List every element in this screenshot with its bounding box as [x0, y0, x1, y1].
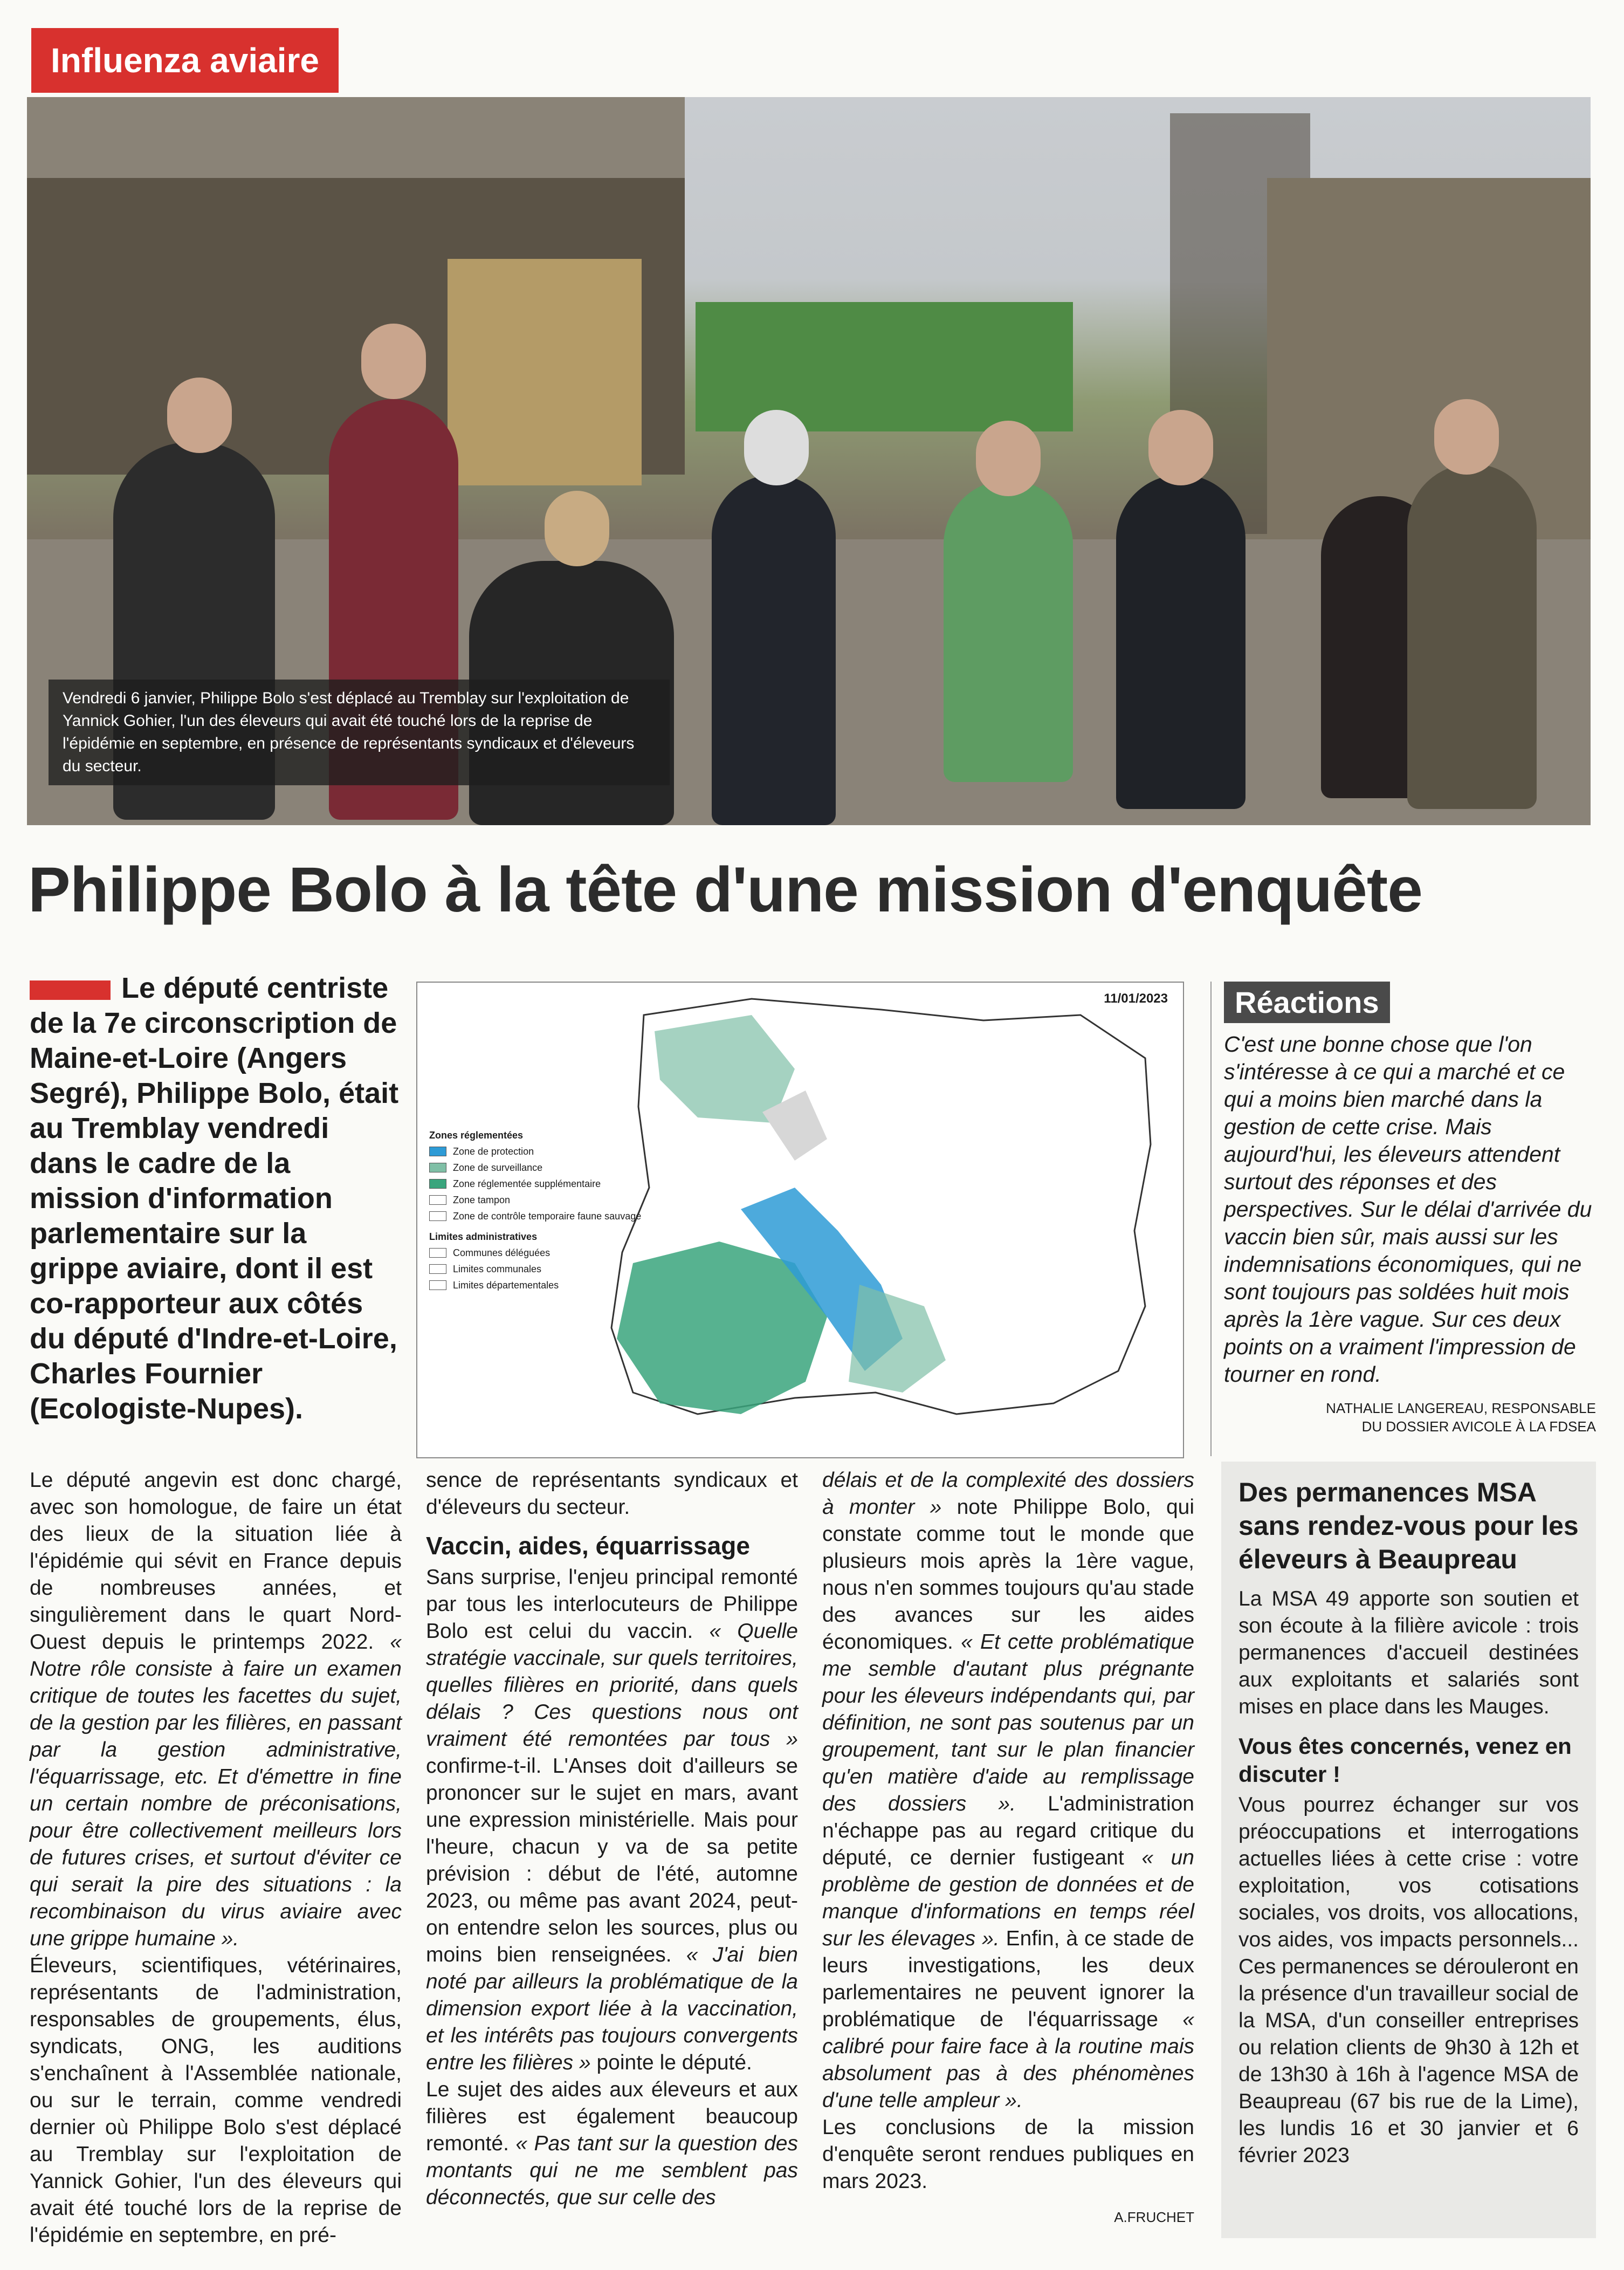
legend-item [429, 1192, 656, 1208]
quote: « Pas tant sur la question des montants qui ne me semblent pas déconnectés, que sur celle des [426, 2132, 798, 2209]
photo-barn-roof [27, 97, 685, 178]
legend-swatch [429, 1179, 446, 1189]
legend-label: Zone de protection [453, 1146, 534, 1157]
reactions-quote: C'est une bonne chose que l'on s'intéresse à ce qui a marché et ce qui a moins bien marché dans la gestion de cette crise. Mais aujourd'hui, les éleveurs attendent surtout des réponses et des perspectives. Sur le délai d'arrivée du vaccin bien sûr, mais aussi sur les indemnisations économiques, qui ne sont toujours pas soldées huit mois après la 1ère vague. Sur ces deux points on a vraiment l'impression de tourner en rond. [1224, 1032, 1592, 1387]
legend-swatch [429, 1248, 446, 1258]
avian-flu-zone-map [416, 982, 1184, 1458]
article-column-1 [30, 1467, 402, 2249]
paragraph [30, 1467, 402, 1952]
subheading: Vaccin, aides, équarrissage [426, 1532, 750, 1560]
quote: « Et cette problématique me semble d'autant plus prégnante pour les éleveurs indépendants qui, par définition, ne sont pas soutenus par un groupement, tant sur le plan financier qu'en matière d'aide au remplissage des dossiers ». [822, 1630, 1194, 1815]
quote: « Quelle stratégie vaccinale, sur quels territoires, quelles filières en priorité, dans quels délais ? Ces questions nous ont vraiment été remontées par tous » [426, 1620, 798, 1751]
legend-label: Zone de contrôle temporaire faune sauvage [453, 1211, 642, 1222]
box-paragraph: Vous pourrez échanger sur vos préoccupations et interrogations actuelles liées à cette crise : votre exploitation, vos cotisations sociales, vos droits, vos allocations, vos aides, vos impacts personnels... Ces permanences se dérouleront en la présence d'un travailleur social de la MSA, d'un conseiller entreprises ou relation clients de 9h30 à 12h et de 13h30 à 16h à l'agence MSA de Beaupreau (67 bis rue de la Lime), les lundis 16 et 30 janvier et 6 février 2023 [1238, 1793, 1579, 2167]
article-lead [30, 971, 402, 1427]
legend-swatch [429, 1147, 446, 1156]
reactions-signature-line: DU DOSSIER AVICOLE À LA FDSEA [1361, 1418, 1596, 1435]
paragraph: Éleveurs, scientifiques, vétérinaires, représentants de l'administration, responsables de groupements, élus, syndicats, ONG, les auditions s'enchaînent à l'Assemblée nationale, ou sur le terrain, comme vendredi dernier où Philippe Bolo s'est déplacé au Tremblay sur l'exploitation de Yannick Gohier, l'un des éleveurs qui avait été touché lors de la reprise de l'épidémie en septembre, en pré- [30, 1954, 402, 2247]
paragraph: Les conclusions de la mission d'enquête seront rendues publiques en mars 2023. [822, 2116, 1194, 2193]
reactions-signature [1224, 1399, 1596, 1436]
legend-label: Limites départementales [453, 1280, 559, 1291]
reactions-signature-line: NATHALIE LANGEREAU, RESPONSABLE [1326, 1400, 1596, 1416]
legend-label: Zone réglementée supplémentaire [453, 1178, 601, 1189]
photo-hay-bales [448, 259, 642, 485]
photo-head [976, 421, 1041, 496]
reactions-panel [1224, 982, 1596, 1436]
quote: « un problème de gestion de données et de manque d'informations en temps réel sur les élevages ». [822, 1846, 1194, 1950]
map-date: 11/01/2023 [1104, 991, 1168, 1006]
legend-item [429, 1143, 656, 1160]
msa-sidebar-box [1221, 1462, 1596, 2238]
legend-heading-zones: Zones réglementées [429, 1130, 524, 1141]
legend-swatch [429, 1280, 446, 1290]
quote: « Notre rôle consiste à faire un examen critique de toutes les facettes du sujet, de la gestion par les filières, en passant par la gestion administrative, l'équarrissage, etc. Et d'émettre in fine un certain nombre de préconisations, pour être collectivement meilleurs lors de futures crises, et surtout d'éviter ce qui serait la pire des situations : la recombinaison du virus aviaire avec une grippe humaine ». [30, 1630, 402, 1950]
box-paragraph: La MSA 49 apporte son soutien et son écoute à la filière avicole : trois permanences d'accueil destinées aux exploitants et salariés sont mises en place dans les Mauges. [1238, 1587, 1579, 1718]
legend-label: Zone de surveillance [453, 1162, 543, 1173]
paragraph [822, 1467, 1194, 2114]
legend-heading-limits: Limites administratives [429, 1231, 538, 1242]
photo-person [944, 480, 1073, 782]
photo-field [696, 302, 1073, 431]
legend-item [429, 1160, 656, 1176]
photo-head [167, 378, 232, 453]
photo-head [1148, 410, 1213, 485]
author-signature: A.FRUCHET [1114, 2209, 1194, 2225]
box-title: Des permanences MSA sans rendez-vous pour les éleveurs à Beaupreau [1238, 1477, 1579, 1574]
quote: délais et de la complexité des dossiers à monter » [822, 1469, 1194, 1519]
legend-swatch [429, 1264, 446, 1274]
legend-label: Communes déléguées [453, 1247, 550, 1258]
photo-person [1407, 464, 1537, 809]
legend-swatch [429, 1211, 446, 1221]
legend-item [429, 1277, 656, 1293]
quote: « calibré pour faire face à la routine mais absolument pas à des phénomènes d'une telle ampleur ». [822, 2008, 1194, 2112]
text-run: pointe le député. [596, 2051, 752, 2074]
lead-marker [30, 980, 111, 1000]
paragraph: sence de représentants syndicaux et d'éleveurs du secteur. [426, 1469, 798, 1519]
text-run: Sans surprise, l'enjeu principal remonté par tous les interlocuteurs de Philippe Bolo est celui du vaccin. [426, 1566, 798, 1643]
legend-item [429, 1245, 656, 1261]
article-column-3 [822, 1467, 1194, 2231]
text-run: note Philippe Bolo, qui constate comme tout le monde que plusieurs mois après la 1ère vague, nous n'en sommes toujours qu'au stade des avances sur les aides économiques. [822, 1496, 1194, 1654]
text-run: L'administration n'échappe pas au regard critique du député, ce dernier fustigeant [822, 1792, 1194, 1869]
photo-head [545, 491, 609, 566]
photo-caption: Vendredi 6 janvier, Philippe Bolo s'est déplacé au Tremblay sur l'exploitation de Yannick Gohier, l'un des éleveurs qui avait été touché lors de la reprise de l'épidémie en septembre, en présence de représentants syndicaux et d'éleveurs du secteur. [49, 680, 670, 785]
legend-item [429, 1176, 656, 1192]
photo-head [744, 410, 809, 485]
box-subheading: Vous êtes concernés, venez en discuter ! [1238, 1733, 1572, 1787]
legend-item [429, 1208, 656, 1224]
article-photo [27, 97, 1591, 825]
text-run: Enfin, à ce stade de leurs investigations, les deux parlementaires ne peuvent ignorer la problématique de l'équarrissage [822, 1927, 1194, 2031]
paragraph [426, 1564, 798, 2076]
text-run: confirme-t-il. L'Anses doit d'ailleurs se prononcer sur le sujet en mars, avant une expression ministérielle. Mais pour l'heure, chacun y va de sa petite prévision : début de l'été, automne 2023, ou même pas avant 2024, peut-on entendre selon les sources, plus ou moins bien renseignées. [426, 1754, 798, 1966]
paragraph [426, 2076, 798, 2211]
legend-label: Zone tampon [453, 1195, 511, 1205]
quote: « J'ai bien noté par ailleurs la problématique de la dimension export liée à la vaccination, et les intérêts pas toujours convergents entre les filières » [426, 1943, 798, 2074]
section-kicker: Influenza aviaire [31, 28, 339, 93]
text-run: Le député angevin est donc chargé, avec son homologue, de faire un état des lieux de la situation liée à l'épidémie qui sévit en France depuis de nombreuses années, et singulièrement dans le quart Nord-Ouest depuis le printemps 2022. [30, 1469, 402, 1654]
legend-item [429, 1261, 656, 1277]
map-legend [429, 1123, 656, 1293]
legend-swatch [429, 1163, 446, 1172]
article-column-2 [426, 1467, 798, 2211]
photo-person [712, 475, 836, 825]
text-run: Le sujet des aides aux éleveurs et aux filières est également beaucoup remonté. [426, 2078, 798, 2155]
reactions-title: Réactions [1224, 982, 1390, 1023]
legend-label: Limites communales [453, 1264, 542, 1274]
photo-person [1116, 475, 1245, 809]
legend-swatch [429, 1195, 446, 1205]
photo-head [361, 324, 426, 399]
photo-head [1434, 399, 1499, 475]
column-divider [1210, 982, 1212, 1456]
lead-text: Le député centriste de la 7e circonscription de Maine-et-Loire (Angers Segré), Philippe Bolo, était au Tremblay vendredi dans le cadre de la mission d'information parlementaire sur la grippe aviaire, dont il est co-rapporteur aux côtés du député d'Indre-et-Loire, Charles Fournier (Ecologiste-Nupes). [30, 972, 399, 1425]
article-headline: Philippe Bolo à la tête d'une mission d'enquête [28, 854, 1422, 925]
